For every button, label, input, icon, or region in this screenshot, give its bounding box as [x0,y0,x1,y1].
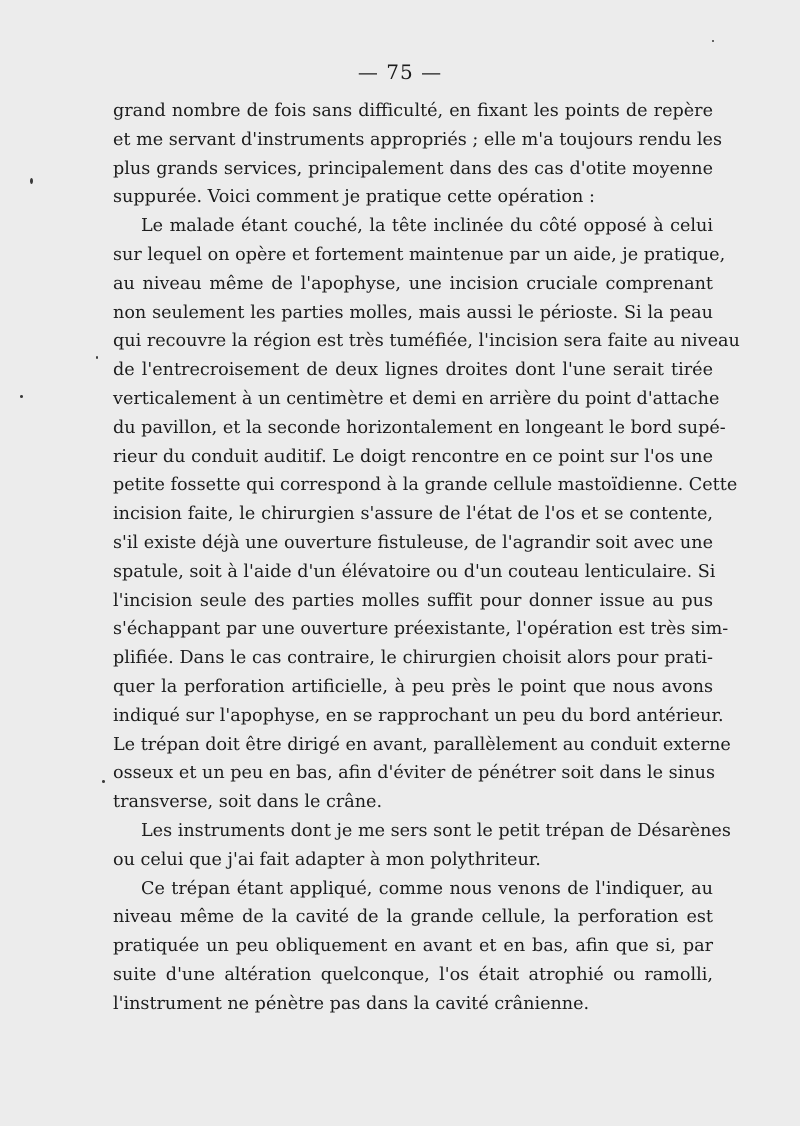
text-line: pratiquée un peu obliquement en avant et en bas, afin que si, par [113,936,713,957]
text-line: quer la perforation artificielle, à peu près le point que nous avons [113,676,713,697]
text-line: plus grands services, principalement dans des cas d'otite moyenne [113,158,713,179]
text-line: incision faite, le chirurgien s'assure de l'état de l'os et se contente, [113,504,713,525]
text-line: non seulement les parties molles, mais aussi le périoste. Si la peau [113,302,713,323]
text-line: transverse, soit dans le crâne. [113,792,383,813]
text-line: l'instrument ne pénètre pas dans la cavité crânienne. [113,993,590,1014]
paragraph-1 [113,97,723,212]
text-line: niveau même de la cavité de la grande cellule, la perforation est [113,907,713,928]
scan-speck [96,356,98,359]
scan-speck [20,395,23,398]
text-line: spatule, soit à l'aide d'un élévatoire ou d'un couteau lenticulaire. Si [113,561,716,582]
scan-speck [712,40,714,42]
text-line: et me servant d'instruments appropriés ; elle m'a toujours rendu les [113,129,723,150]
text-line: sur lequel on opère et fortement maintenue par un aide, je pratique, [113,244,726,265]
paragraph-4 [113,875,713,1019]
text-line: grand nombre de fois sans difficulté, en fixant les points de repère [113,101,713,121]
paragraph-3 [113,817,731,875]
text-line: du pavillon, et la seconde horizontalement en longeant le bord supé- [113,417,726,438]
text-line: osseux et un peu en bas, afin d'éviter de pénétrer soit dans le sinus [113,763,716,784]
scan-speck [102,780,105,783]
text-line: suppurée. Voici comment je pratique cette opération : [113,187,595,208]
text-line: verticalement à un centimètre et demi en arrière du point d'attache [113,388,720,409]
text-line: plifiée. Dans le cas contraire, le chirurgien choisit alors pour prati- [113,648,713,669]
text-line: au niveau même de l'apophyse, une incision cruciale comprenant [113,273,713,294]
text-line: ou celui que j'ai fait adapter à mon polythriteur. [113,849,541,870]
text-line: qui recouvre la région est très tuméfiée, l'incision sera faite au niveau [113,331,740,352]
text-line: Les instruments dont je me sers sont le petit trépan de Désarènes [141,820,731,841]
text-line: de l'entrecroisement de deux lignes droites dont l'une serait tirée [113,360,713,381]
text-line: Ce trépan étant appliqué, comme nous venons de l'indiquer, au [141,878,713,899]
text-line: Le trépan doit être dirigé en avant, parallèlement au conduit externe [113,734,731,755]
text-line: petite fossette qui correspond à la grande cellule mastoïdienne. Cette [113,475,738,496]
text-line: l'incision seule des parties molles suffit pour donner issue au pus [113,590,713,611]
text-line: s'échappant par une ouverture préexistante, l'opération est très sim- [113,619,729,640]
body-text [113,97,740,1019]
text-line: rieur du conduit auditif. Le doigt rencontre en ce point sur l'os une [113,446,713,467]
page-number: — 75 — [357,60,443,84]
paragraph-2 [113,212,740,817]
scan-speck [30,178,33,184]
text-line: suite d'une altération quelconque, l'os était atrophié ou ramolli, [113,964,713,985]
text-line: indiqué sur l'apophyse, en se rapprochant un peu du bord antérieur. [113,705,724,726]
text-line: Le malade étant couché, la tête inclinée du côté opposé à celui [141,216,713,237]
text-line: s'il existe déjà une ouverture fistuleuse, de l'agrandir soit avec une [113,532,713,553]
